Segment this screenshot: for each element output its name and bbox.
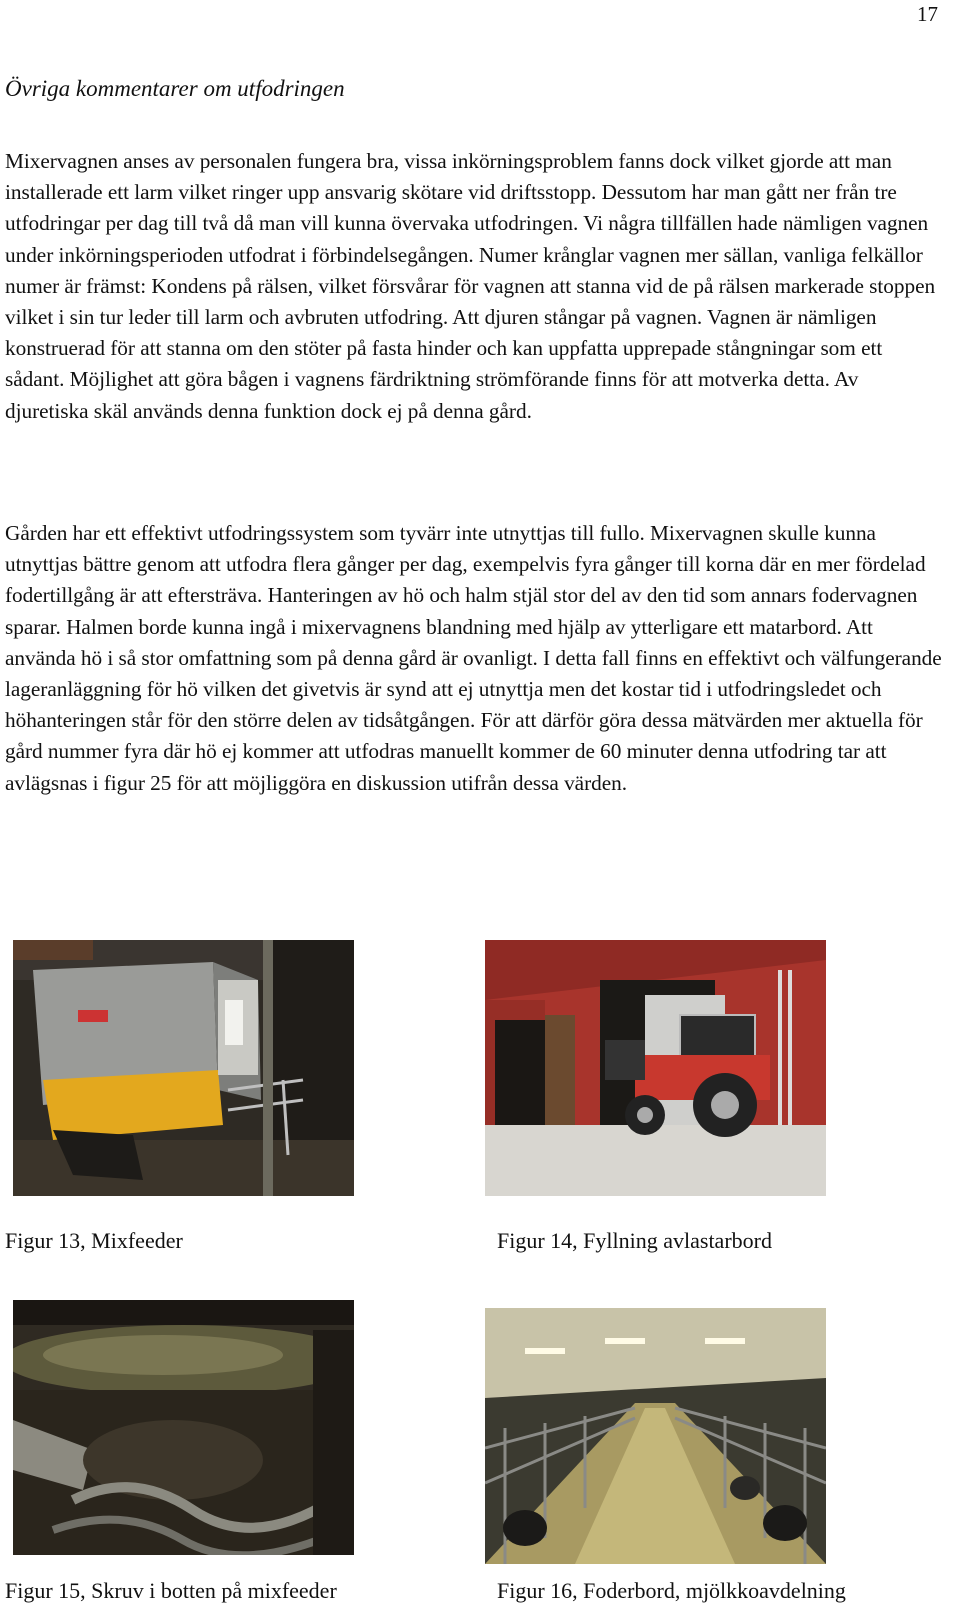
figure-13-mixfeeder-photo: [13, 940, 354, 1196]
figure-15-caption: Figur 15, Skruv i botten på mixfeeder: [5, 1578, 337, 1603]
paragraph-feeding-comments: Mixervagnen anses av personalen fungera bra, vissa inkörningsproblem fanns dock vilket gjorde att man installerade ett larm vilket ringer upp ansvarig skötare vid driftsstopp. Dessutom har man gått ner från tre utfodringar per dag till två då man vill kunna övervaka utfodringen. Vi några tillfällen hade nämligen vagnen under inkörningsperioden utfodrat i förbindelsegången. Numer krånglar vagnen mer sällan, vanliga felkällor numer är främst: Kondens på rälsen, vilket försvårar för vagnen att stanna vid de på rälsen markerade stoppen vilket i sin tur leder till larm och avbruten utfodring. Att djuren stångar på vagnen. Vagnen är nämligen konstruerad för att stanna om den stöter på fasta hinder och kan uppfatta upprepade stångningar som ett sådant. Möjlighet att göra bågen i vagnens färdriktning strömförande finns för att motverka detta. Av djuretiska skäl används denna funktion dock ej på denna gård.: [5, 149, 936, 423]
page-number: 17: [917, 2, 938, 26]
figure-13-caption: Figur 13, Mixfeeder: [5, 1228, 183, 1253]
figure-14-tractor-barn-photo: [485, 940, 826, 1196]
paragraph-feeding-system: Gården har ett effektivt utfodringssystem som tyvärr inte utnyttjas till fullo. Mixervagnen skulle kunna utnyttjas bättre genom att utfodra flera gånger per dag, exempelvis fyra gånger till korna där en mer fördelad fodertillgång är att eftersträva. Hanteringen av hö och halm stjäl stor del av den tid som annars fodervagnen sparar. Halmen borde kunna ingå i mixervagnens blandning med hjälp av ytterligare ett matarbord. Att använda hö i så stor omfattning som på denna gård är ovanligt. I detta fall finns en effektivt och välfungerande lageranläggning för hö vilken det givetvis är synd att ej utnyttja men det kostar tid i utfodringsledet och höhanteringen står för den större delen av tidsåtgången. För att därför göra dessa mätvärden mer aktuella för gård nummer fyra där hö ej kommer att utfodras manuellt kommer de 60 minuter denna utfodring tar att avlägsnas i figur 25 för att möjliggöra en diskussion utifrån dessa värden.: [5, 521, 942, 795]
figure-14-caption: Figur 14, Fyllning avlastarbord: [497, 1228, 772, 1253]
figure-16-feed-alley-photo: [485, 1308, 826, 1564]
figure-16-caption: Figur 16, Foderbord, mjölkkoavdelning: [497, 1578, 846, 1603]
figure-15-auger-photo: [13, 1300, 354, 1555]
section-heading: Övriga kommentarer om utfodringen: [5, 76, 345, 101]
